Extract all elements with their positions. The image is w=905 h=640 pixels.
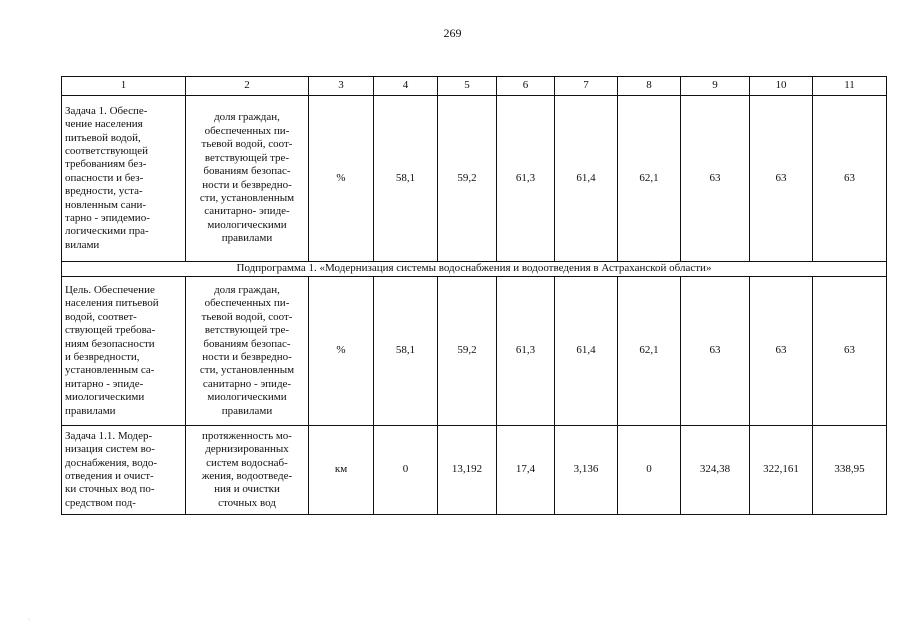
subprogram-title: Подпрограмма 1. «Модернизация системы водоснабжения и водоотведения в Астраханской области» [62, 262, 887, 277]
value-cell: 59,2 [438, 277, 497, 426]
table-row [62, 96, 887, 262]
indicator-cell: доля граждан, обеспеченных пи- тьевой водой, соот- ветствующей тре- бованиям безопас- ности и безвредно- сти, установленным санитарно- эпиде- миологическими правилами [186, 96, 309, 262]
table-row [62, 277, 887, 426]
value-cell: 63 [750, 277, 813, 426]
subprogram-row [62, 262, 887, 277]
unit-cell: % [309, 96, 374, 262]
value-cell: 63 [813, 96, 887, 262]
value-cell: 338,95 [813, 426, 887, 515]
value-cell: 61,3 [497, 277, 555, 426]
value-cell: 61,4 [555, 96, 618, 262]
header-cell: 3 [309, 77, 374, 96]
header-cell: 8 [618, 77, 681, 96]
header-cell: 2 [186, 77, 309, 96]
value-cell: 17,4 [497, 426, 555, 515]
indicator-cell: протяженность мо- дернизированных систем водоснаб- жения, водоотведе- ния и очистки сточных вод [186, 426, 309, 515]
value-cell: 63 [681, 277, 750, 426]
value-cell: 63 [750, 96, 813, 262]
table-row [62, 426, 887, 515]
value-cell: 58,1 [374, 96, 438, 262]
value-cell: 61,4 [555, 277, 618, 426]
value-cell: 0 [374, 426, 438, 515]
value-cell: 62,1 [618, 277, 681, 426]
unit-cell: км [309, 426, 374, 515]
header-cell: 10 [750, 77, 813, 96]
value-cell: 322,161 [750, 426, 813, 515]
unit-cell: % [309, 277, 374, 426]
value-cell: 61,3 [497, 96, 555, 262]
value-cell: 58,1 [374, 277, 438, 426]
value-cell: 59,2 [438, 96, 497, 262]
value-cell: 63 [813, 277, 887, 426]
task-cell: Задача 1.1. Модер- низация систем во- доснабжения, водо- отведения и очист- ки сточных вод по- средством под- [62, 426, 186, 515]
value-cell: 324,38 [681, 426, 750, 515]
header-row [62, 77, 887, 96]
header-cell: 7 [555, 77, 618, 96]
goal-cell: Цель. Обеспечение населения питьевой водой, соответ- ствующей требова- ниям безопасности и безвредности, установленным са- нитарно - эпиде- миологическими правилами [62, 277, 186, 426]
header-cell: 4 [374, 77, 438, 96]
value-cell: 0 [618, 426, 681, 515]
task-cell: Задача 1. Обеспе- чение населения питьевой водой, соответствующей требованиям без- опасности и без- вредности, уста- новленным сани- тарно - эпидемио- логическими пра- вилами [62, 96, 186, 262]
indicator-cell: доля граждан, обеспеченных пи- тьевой водой, соот- ветствующей тре- бованиям безопас- ности и безвредно- сти, установленным санитарно - эпиде- миологическими правилами [186, 277, 309, 426]
header-cell: 5 [438, 77, 497, 96]
scan-artifact: · [28, 617, 30, 623]
value-cell: 3,136 [555, 426, 618, 515]
header-cell: 11 [813, 77, 887, 96]
indicators-table [61, 76, 887, 515]
value-cell: 13,192 [438, 426, 497, 515]
value-cell: 62,1 [618, 96, 681, 262]
header-cell: 9 [681, 77, 750, 96]
header-cell: 1 [62, 77, 186, 96]
value-cell: 63 [681, 96, 750, 262]
page-number: 269 [443, 26, 462, 40]
header-cell: 6 [497, 77, 555, 96]
